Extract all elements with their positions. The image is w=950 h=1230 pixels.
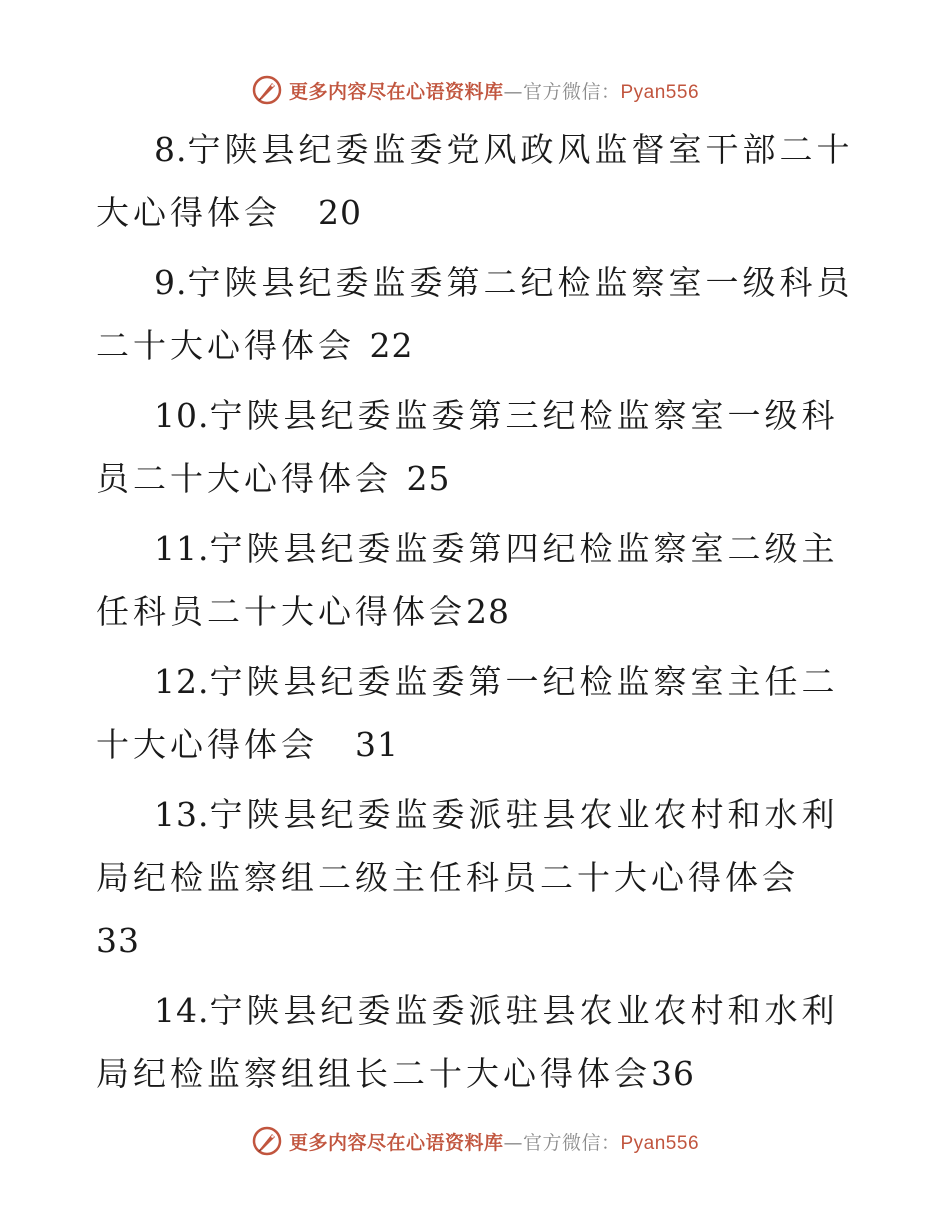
toc-entry-title: 宁陕县纪委监委第二纪检监察室一级科员二十大心得体会 bbox=[96, 263, 854, 365]
banner-text bbox=[289, 77, 699, 104]
toc-entry-title: 宁陕县纪委监委第三纪检监察室一级科员二十大心得体会 bbox=[96, 396, 839, 498]
toc-entry-title: 宁陕县纪委监委第一纪检监察室主任二十大心得体会 bbox=[96, 662, 839, 764]
table-of-contents bbox=[96, 118, 856, 1112]
toc-entry-gap bbox=[318, 725, 355, 764]
toc-entry-title: 宁陕县纪委监委第四纪检监察室二级主任科员二十大心得体会 bbox=[96, 529, 839, 631]
pen-nib-logo-icon bbox=[251, 1125, 283, 1157]
banner-text bbox=[289, 1128, 699, 1155]
toc-entry bbox=[96, 384, 856, 510]
toc-entry-page-number: 28 bbox=[466, 592, 510, 631]
toc-entry-page-number: 25 bbox=[406, 459, 451, 498]
banner-main-text: 更多内容尽在心语资料库 bbox=[288, 80, 504, 103]
toc-entry-gap bbox=[355, 326, 370, 365]
toc-entry-page-number: 20 bbox=[318, 193, 362, 232]
banner-wechat-label: 官方微信： bbox=[522, 1131, 621, 1154]
toc-entry-title: 宁陕县纪委监委派驻县农业农村和水利局纪检监察组二级主任科员二十大心得体会 bbox=[96, 795, 839, 897]
toc-entry-title: 宁陕县纪委监委党风政风监督室干部二十大心得体会 bbox=[96, 130, 854, 232]
toc-entry-number: 12. bbox=[154, 662, 210, 701]
toc-entry-number: 14. bbox=[154, 991, 210, 1030]
toc-entry-number: 9. bbox=[154, 263, 188, 302]
banner-main-text: 更多内容尽在心语资料库 bbox=[288, 1131, 504, 1154]
toc-entry-number: 10. bbox=[154, 396, 210, 435]
toc-entry-page-number: 22 bbox=[369, 326, 414, 365]
toc-entry-number: 11. bbox=[154, 529, 210, 568]
banner-dash: — bbox=[503, 80, 523, 103]
toc-entry-gap bbox=[799, 858, 836, 897]
toc-entry-page-number: 31 bbox=[355, 725, 399, 764]
toc-entry bbox=[96, 251, 856, 377]
toc-entry-number: 13. bbox=[154, 795, 210, 834]
toc-entry bbox=[96, 118, 856, 244]
toc-entry bbox=[96, 650, 856, 776]
banner-wechat-id: Pyan556 bbox=[620, 81, 700, 103]
toc-entry bbox=[96, 979, 856, 1105]
banner-dash: — bbox=[503, 1131, 523, 1154]
toc-entry-page-number: 33 bbox=[96, 921, 140, 960]
toc-entry-page-number: 36 bbox=[651, 1054, 695, 1093]
toc-entry bbox=[96, 517, 856, 643]
footer-banner bbox=[0, 1121, 950, 1161]
banner-wechat-id: Pyan556 bbox=[620, 1132, 700, 1154]
toc-entry bbox=[96, 783, 856, 972]
pen-nib-logo-icon bbox=[251, 74, 283, 106]
toc-entry-number: 8. bbox=[154, 130, 188, 169]
banner-wechat-label: 官方微信： bbox=[522, 80, 621, 103]
toc-entry-title: 宁陕县纪委监委派驻县农业农村和水利局纪检监察组组长二十大心得体会 bbox=[96, 991, 839, 1093]
header-banner bbox=[0, 70, 950, 110]
toc-entry-gap bbox=[392, 459, 407, 498]
toc-entry-gap bbox=[281, 193, 318, 232]
